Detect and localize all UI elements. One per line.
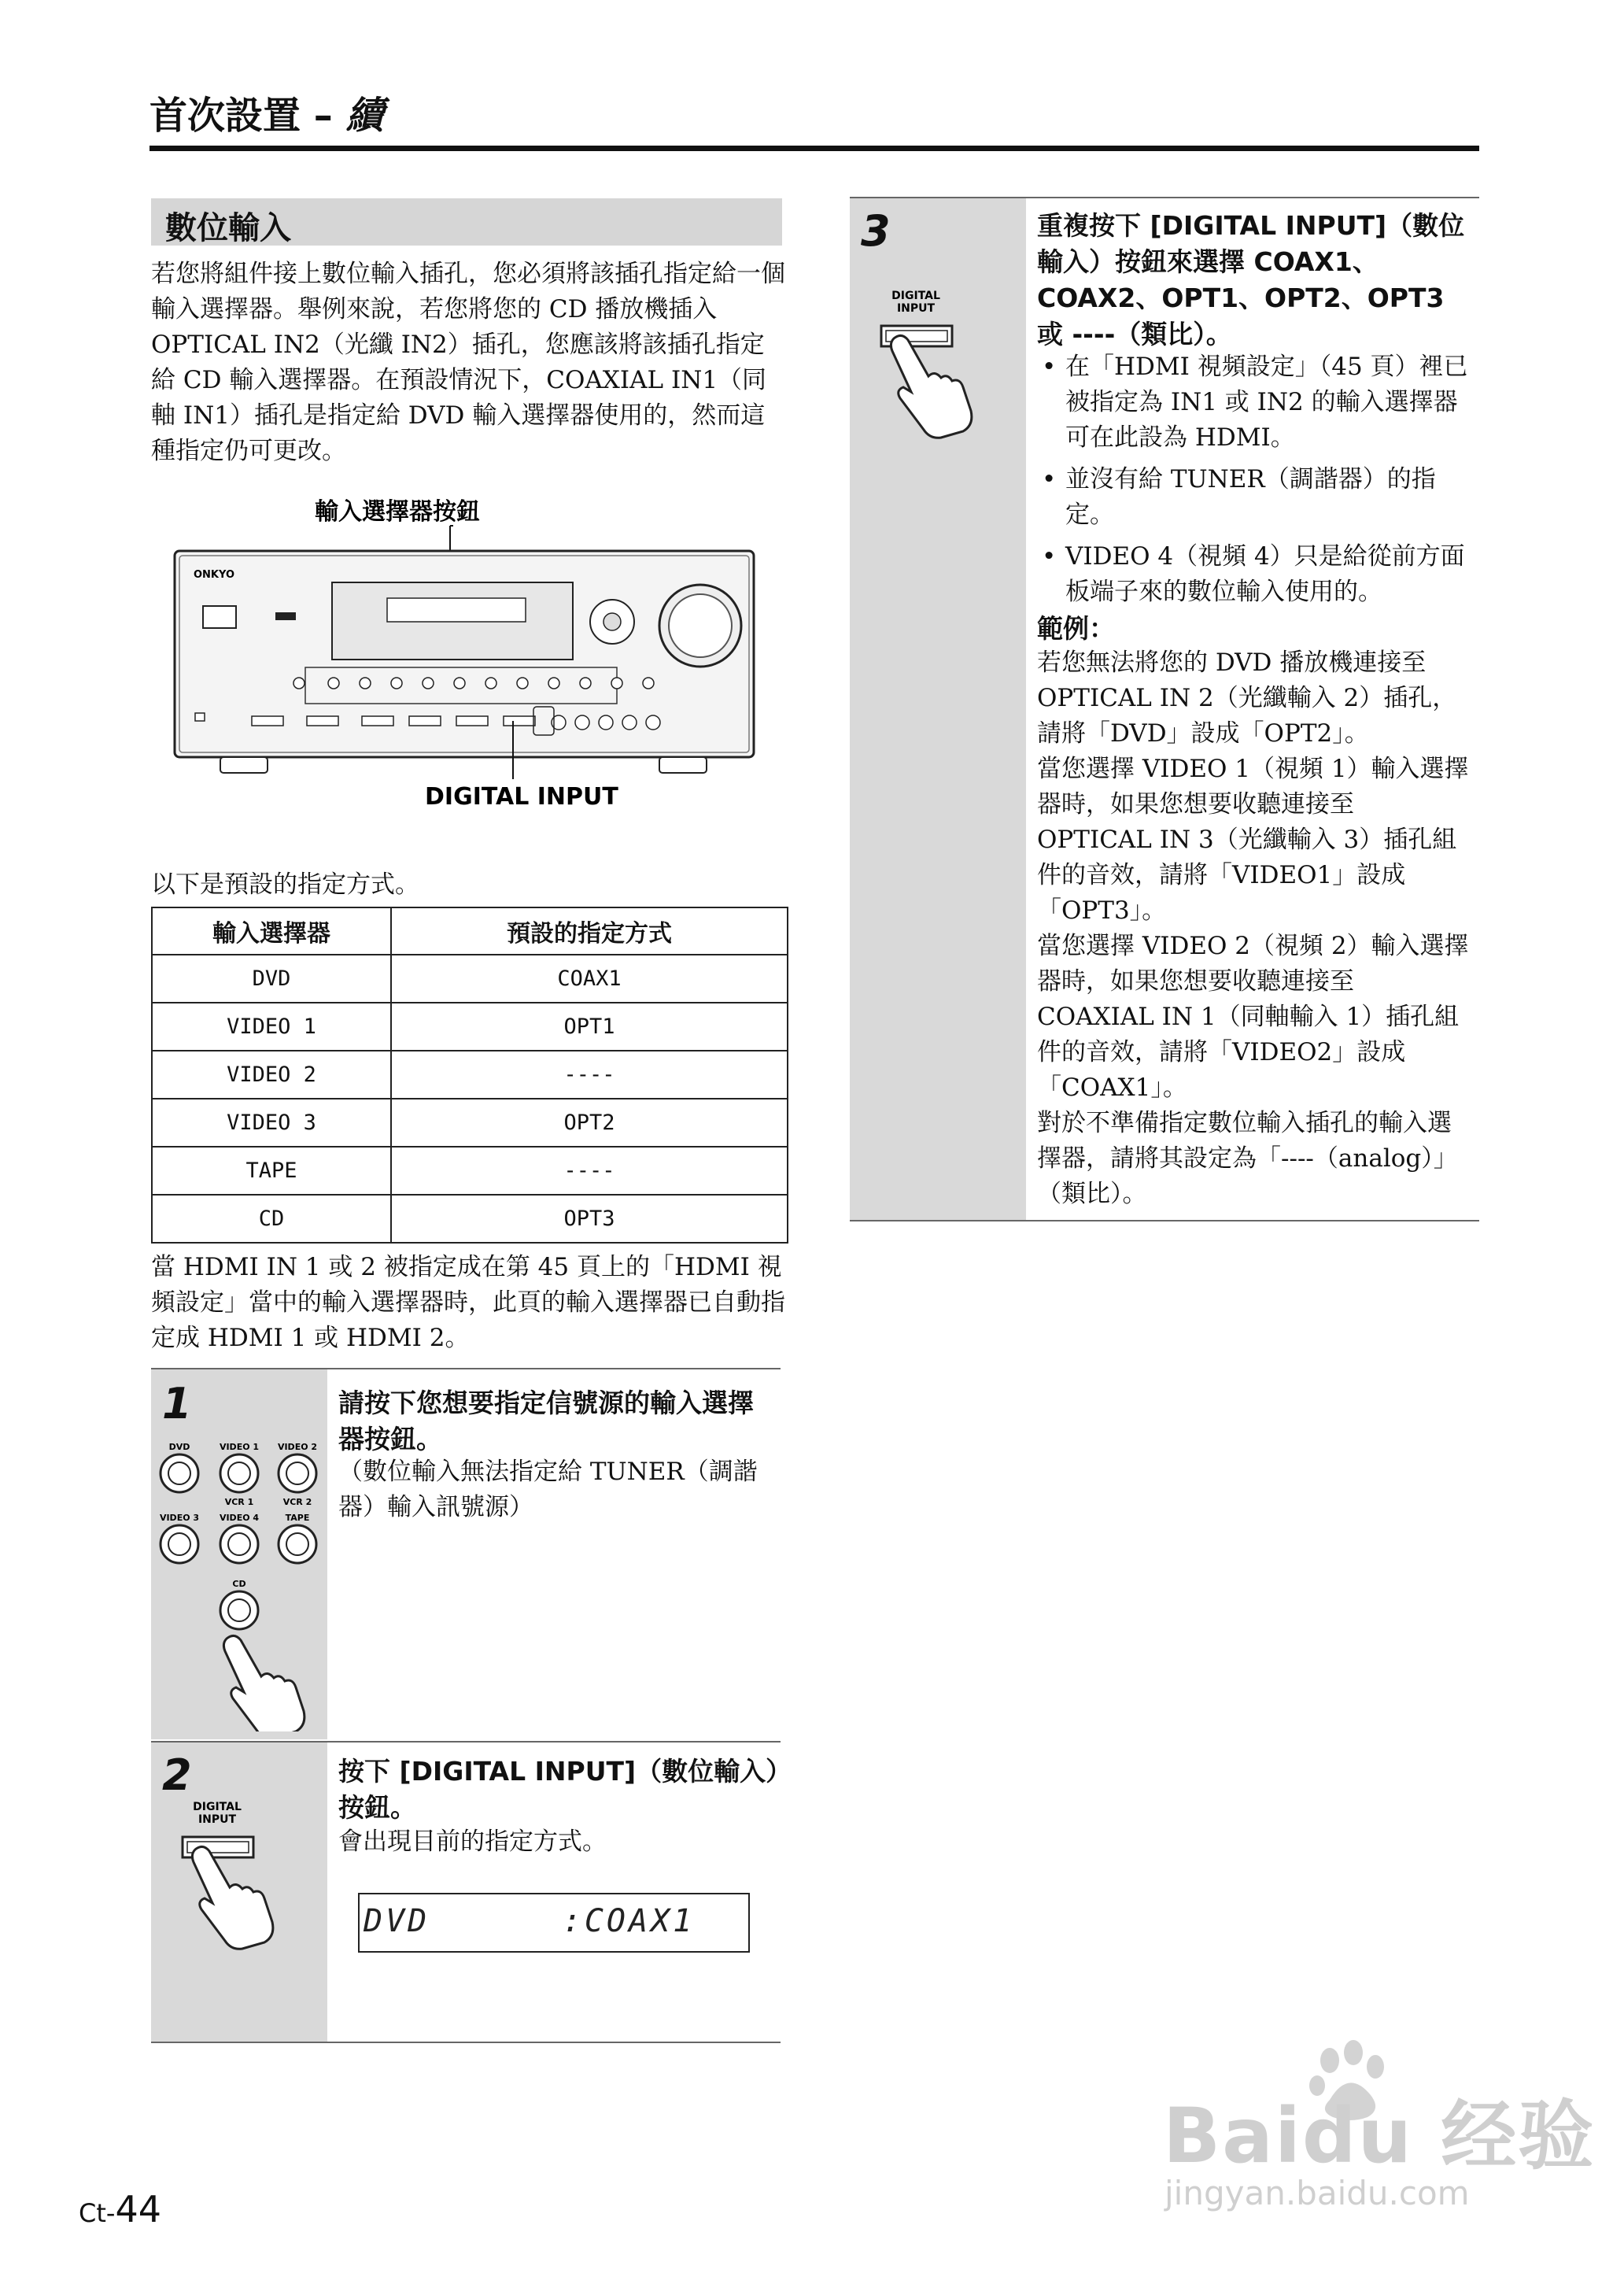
step3-button-label-2: INPUT <box>896 302 936 315</box>
step2-bottom-rule <box>151 2042 781 2043</box>
list-item: • VIDEO 4（視頻 4）只是給從前方面板端子來的數位輸入使用的。 <box>1037 539 1475 610</box>
digital-input-button-figure <box>850 283 1026 441</box>
btn-label-dvd: DVD <box>168 1442 190 1452</box>
table-row <box>152 955 788 1003</box>
table-cell: OPT1 <box>391 1003 788 1051</box>
step3-example-text <box>1037 645 1475 1212</box>
page-title-separator: – <box>301 94 346 138</box>
page-title-continued: 續 <box>345 94 384 138</box>
receiver-brand: ONKYO <box>194 569 235 581</box>
btn-label-video1: VIDEO 1 <box>219 1442 260 1452</box>
step2-number: 2 <box>162 1750 192 1800</box>
table-cell: ---- <box>391 1147 788 1195</box>
table-header-row <box>152 907 788 955</box>
pointing-hand-icon <box>223 1635 304 1731</box>
table-header-assignment: 預設的指定方式 <box>391 907 788 955</box>
example-paragraph: 若您無法將您的 DVD 播放機連接至 OPTICAL IN 2（光纖輸入 2）插孔，請將「DVD」設成「OPT2」。 <box>1037 649 1457 748</box>
video2-button-icon <box>279 1454 316 1492</box>
table-cell: ---- <box>391 1051 788 1099</box>
video3-button-icon <box>161 1525 198 1563</box>
table-cell: COAX1 <box>391 955 788 1003</box>
table-cell: VIDEO 2 <box>152 1051 391 1099</box>
table-row <box>152 1051 788 1099</box>
step2-button-label-1: DIGITAL <box>193 1801 242 1813</box>
table-row <box>152 1003 788 1051</box>
btn-label-video4: VIDEO 4 <box>219 1513 260 1523</box>
step3-button-label-1: DIGITAL <box>891 290 940 302</box>
table-cell: DVD <box>152 955 391 1003</box>
section-title: 數位輸入 <box>165 210 291 246</box>
watermark-url: jingyan.baidu.com <box>1164 2174 1470 2212</box>
callout-input-selector: 輸入選擇器按鈕 <box>315 498 480 526</box>
table-header-selector: 輸入選擇器 <box>152 907 391 955</box>
table-cell: VIDEO 1 <box>152 1003 391 1051</box>
btn-label-vcr1: VCR 1 <box>224 1497 254 1507</box>
step3-example-title: 範例： <box>1037 613 1115 644</box>
lcd-display-text: DVD :COAX1 <box>364 1903 696 1939</box>
step3-heading: 重複按下 [DIGITAL INPUT]（數位輸入）按鈕來選擇 COAX1、COAX2、OPT1、OPT2、OPT3 或 ----（類比）。 <box>1037 210 1465 349</box>
table-row <box>152 1195 788 1243</box>
page-title-text: 首次設置 <box>149 94 301 138</box>
page-number <box>79 2188 161 2230</box>
step1-heading: 請按下您想要指定信號源的輸入選擇器按鈕。 <box>338 1388 754 1454</box>
pointing-hand-icon <box>891 335 971 438</box>
btn-label-tape: TAPE <box>285 1513 310 1523</box>
tape-button-icon <box>279 1525 316 1563</box>
header-rule <box>149 146 1479 151</box>
intro-paragraph: 若您將組件接上數位輸入插孔，您必須將該插孔指定給一個輸入選擇器。舉例來說，若您將您的 CD 播放機插入 OPTICAL IN2（光纖 IN2）插孔，您應該將該插孔指定給 CD 輸入選擇器。在預設情況下，COAXIAL IN1（同軸 IN1）插孔是指定給 DVD 輸入選擇器使用的，然而這種指定仍可更改。 <box>151 260 785 465</box>
step1-number: 1 <box>162 1379 192 1428</box>
selector-buttons-figure <box>151 1432 327 1731</box>
step3-bullet-list <box>1037 349 1475 616</box>
table-row <box>152 1147 788 1195</box>
step1-body: （數位輸入無法指定給 TUNER（調諧器）輸入訊號源） <box>338 1458 758 1521</box>
hdmi-note: 當 HDMI IN 1 或 2 被指定成在第 45 頁上的「HDMI 視頻設定」當中的輸入選擇器時，此頁的輸入選擇器已自動指定成 HDMI 1 或 HDMI 2。 <box>151 1253 785 1352</box>
btn-label-video2: VIDEO 2 <box>277 1442 318 1452</box>
btn-label-video3: VIDEO 3 <box>159 1513 200 1523</box>
page-number-prefix: Ct- <box>79 2198 116 2228</box>
dvd-button-icon <box>161 1454 198 1492</box>
video4-button-icon <box>220 1525 258 1563</box>
pointing-hand-icon <box>192 1846 272 1949</box>
list-item: • 在「HDMI 視頻設定」（45 頁）裡已被指定為 IN1 或 IN2 的輸入選擇器可在此設為 HDMI。 <box>1037 349 1475 456</box>
table-cell: TAPE <box>152 1147 391 1195</box>
step2-heading: 按下 [DIGITAL INPUT]（數位輸入）按鈕。 <box>338 1756 779 1823</box>
btn-label-cd: CD <box>232 1579 246 1589</box>
example-paragraph: 當您選擇 VIDEO 1（視頻 1）輸入選擇器時，如果您想要收聽連接至 OPTICAL IN 3（光纖輸入 3）插孔組件的音效，請將「VIDEO1」設成「OPT3」。 <box>1037 755 1469 925</box>
receiver-figure <box>165 496 779 811</box>
example-paragraph: 當您選擇 VIDEO 2（視頻 2）輸入選擇器時，如果您想要收聽連接至 COAXIAL IN 1（同軸輸入 1）插孔組件的音效，請將「VIDEO2」設成「COAX1」。 <box>1037 932 1469 1102</box>
page-number-value: 44 <box>115 2188 161 2230</box>
table-cell: CD <box>152 1195 391 1243</box>
callout-digital-input: DIGITAL INPUT <box>425 783 618 811</box>
table-row <box>152 1099 788 1147</box>
table-caption: 以下是預設的指定方式。 <box>151 870 419 899</box>
table-cell: OPT2 <box>391 1099 788 1147</box>
default-assignment-table <box>151 907 788 1244</box>
table-cell: OPT3 <box>391 1195 788 1243</box>
cd-button-icon <box>220 1591 258 1629</box>
page-title <box>149 85 383 139</box>
example-paragraph: 對於不準備指定數位輸入插孔的輸入選擇器，請將其設定為「----（analog）」（類比）。 <box>1037 1109 1458 1208</box>
video1-button-icon <box>220 1454 258 1492</box>
digital-input-button-figure <box>151 1794 327 1952</box>
watermark-brand: Baidu 经验 <box>1163 2092 1596 2180</box>
table-cell: VIDEO 3 <box>152 1099 391 1147</box>
step2-button-label-2: INPUT <box>197 1813 237 1826</box>
step2-body: 會出現目前的指定方式。 <box>338 1828 607 1856</box>
list-item: • 並沒有給 TUNER（調諧器）的指定。 <box>1037 462 1475 533</box>
step3-bottom-rule <box>850 1220 1479 1221</box>
step3-number: 3 <box>861 206 891 256</box>
btn-label-vcr2: VCR 2 <box>282 1497 312 1507</box>
